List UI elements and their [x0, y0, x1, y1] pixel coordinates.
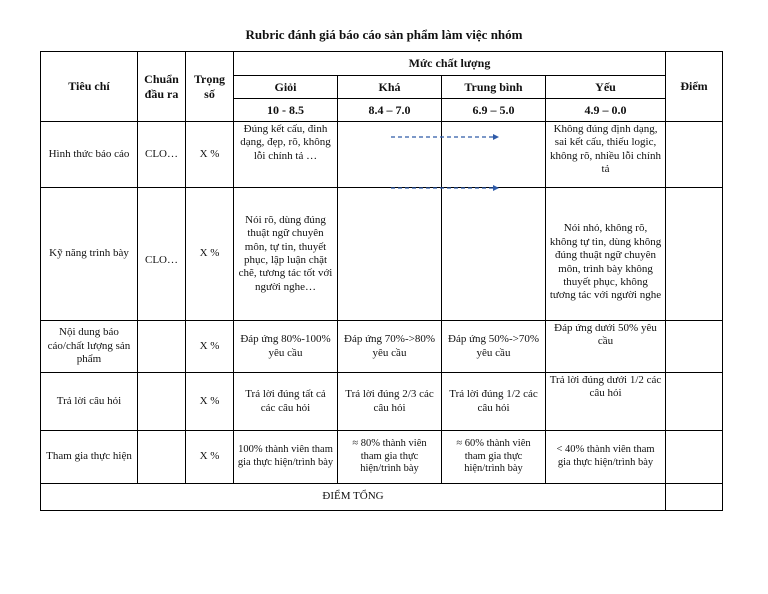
header-criteria: Tiêu chí [41, 52, 138, 122]
level-range-tb: 6.9 – 5.0 [442, 99, 546, 122]
level-name-kha: Khá [338, 76, 442, 99]
row-desc-tb: Đáp ứng 50%->70% yêu cầu [442, 321, 546, 373]
level-range-kha: 8.4 – 7.0 [338, 99, 442, 122]
row-score [666, 321, 723, 373]
dashed-arrow-2 [391, 184, 499, 192]
header-row-1 [41, 52, 723, 76]
row-weight: X % [186, 321, 234, 373]
header-score: Điểm [666, 52, 723, 122]
row-desc-yeu: Nói nhỏ, không rõ, không tự tin, dùng không đúng thuật ngữ chuyên môn, trình bày không thuyết phục, không tương tác với người nghe [546, 188, 666, 321]
row-criteria: Nội dung báo cáo/chất lượng sản phẩm [41, 321, 138, 373]
row-clo: CLO… [138, 188, 186, 321]
row-clo [138, 431, 186, 484]
row-desc-kha: Đáp ứng 70%->80% yêu cầu [338, 321, 442, 373]
table-row [41, 373, 723, 431]
level-range-gioi: 10 - 8.5 [234, 99, 338, 122]
row-desc-yeu: Trả lời đúng dưới 1/2 các câu hỏi [546, 373, 666, 431]
row-desc-tb [442, 122, 546, 188]
row-desc-kha: Trả lời đúng 2/3 các câu hỏi [338, 373, 442, 431]
row-desc-yeu: Không đúng định dạng, sai kết cấu, thiếu logic, không rõ, nhiều lỗi chính tả [546, 122, 666, 188]
table-row [41, 122, 723, 188]
header-quality: Mức chất lượng [234, 52, 666, 76]
row-score [666, 373, 723, 431]
row-score [666, 122, 723, 188]
row-desc-kha [338, 122, 442, 188]
total-row [41, 484, 723, 511]
level-range-yeu: 4.9 – 0.0 [546, 99, 666, 122]
row-desc-tb [442, 188, 546, 321]
row-desc-gioi: Đáp ứng 80%-100% yêu cầu [234, 321, 338, 373]
row-weight: X % [186, 373, 234, 431]
row-criteria: Kỹ năng trình bày [41, 188, 138, 321]
dashed-arrow-1 [391, 133, 499, 141]
row-criteria: Tham gia thực hiện [41, 431, 138, 484]
total-score [666, 484, 723, 511]
level-name-gioi: Giỏi [234, 76, 338, 99]
level-name-yeu: Yếu [546, 76, 666, 99]
page-title: Rubric đánh giá báo cáo sản phẩm làm việc nhóm [245, 27, 523, 42]
row-desc-gioi: Nói rõ, dùng đúng thuật ngữ chuyên môn, tự tin, thuyết phục, lập luận chặt chẽ, tương tác tốt với người nghe… [234, 188, 338, 321]
row-desc-gioi: Trả lời đúng tất cả các câu hỏi [234, 373, 338, 431]
row-clo [138, 373, 186, 431]
row-weight: X % [186, 122, 234, 188]
row-desc-kha: ≈ 80% thành viên tham gia thực hiện/trình bày [338, 431, 442, 484]
row-score [666, 188, 723, 321]
row-desc-tb: ≈ 60% thành viên tham gia thực hiện/trình bày [442, 431, 546, 484]
table-row [41, 188, 723, 321]
total-label: ĐIỂM TỔNG [41, 484, 666, 511]
row-criteria: Hình thức báo cáo [41, 122, 138, 188]
row-criteria: Trả lời câu hỏi [41, 373, 138, 431]
row-desc-kha [338, 188, 442, 321]
row-desc-gioi: Đúng kết cấu, đinh dạng, đẹp, rõ, không lỗi chính tả … [234, 122, 338, 188]
header-clo: Chuẩn đầu ra [138, 52, 186, 122]
row-desc-yeu: < 40% thành viên tham gia thực hiện/trình bày [546, 431, 666, 484]
header-weight: Trọng số [186, 52, 234, 122]
row-clo: CLO… [138, 122, 186, 188]
row-desc-tb: Trả lời đúng 1/2 các câu hỏi [442, 373, 546, 431]
rubric-table [40, 51, 723, 511]
table-row [41, 431, 723, 484]
row-desc-yeu: Đáp ứng dưới 50% yêu cầu [546, 321, 666, 373]
row-score [666, 431, 723, 484]
table-row [41, 321, 723, 373]
row-clo [138, 321, 186, 373]
level-name-tb: Trung bình [442, 76, 546, 99]
row-desc-gioi: 100% thành viên tham gia thực hiện/trình bày [234, 431, 338, 484]
row-weight: X % [186, 188, 234, 321]
row-weight: X % [186, 431, 234, 484]
